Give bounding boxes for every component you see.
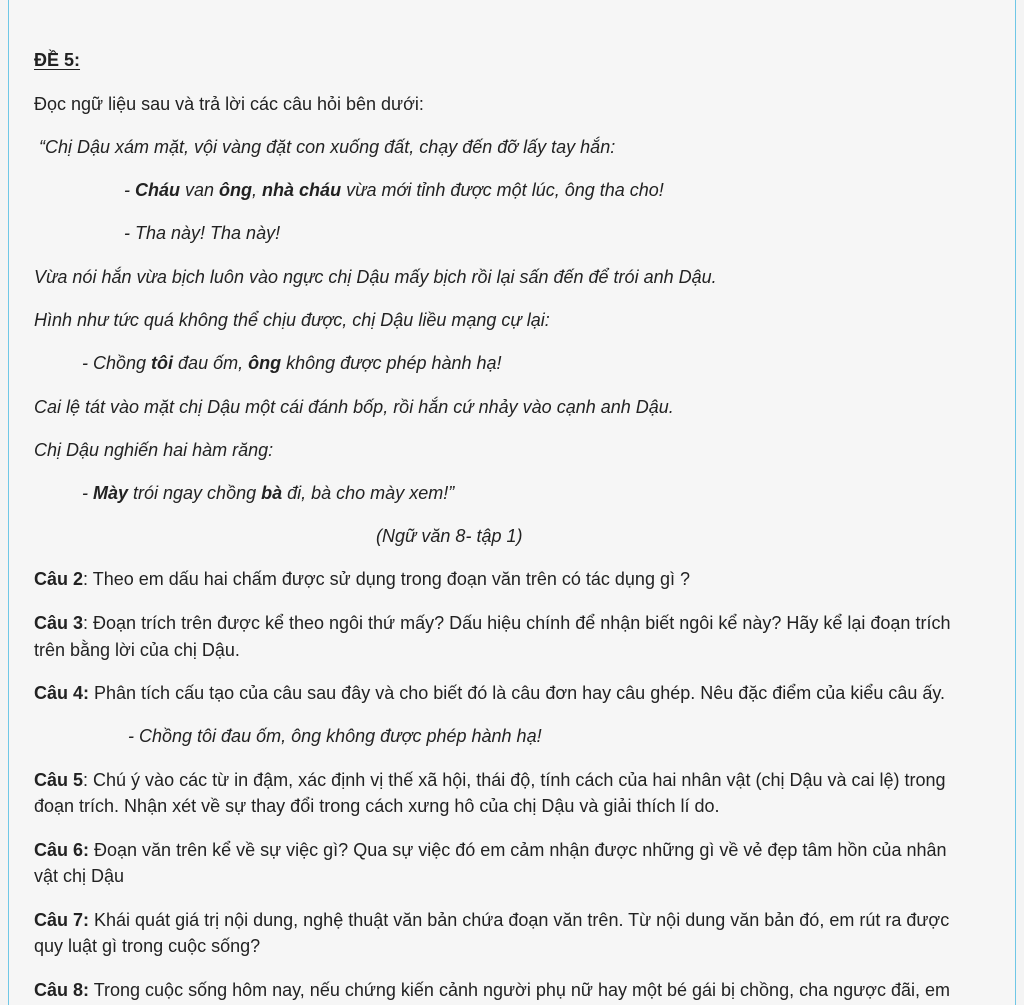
text-segment: van	[180, 180, 220, 200]
passage-line-4: Vừa nói hắn vừa bịch luôn vào ngực chị Dậu mấy bịch rồi lại sấn đến để trói anh Dậu.	[34, 267, 717, 287]
question-text: : Đoạn trích trên được kể theo ngôi thứ mấy? Dấu hiệu chính để nhận biết ngôi kể này? Hãy kể lại đoạn trích	[83, 613, 951, 633]
bold-word-ong: ông	[219, 180, 253, 200]
bold-word-chau: Cháu	[135, 180, 180, 200]
question-label: Câu 6:	[34, 840, 90, 860]
passage-line-5: Hình như tức quá không thể chịu được, chị Dậu liều mạng cự lại:	[34, 310, 550, 330]
question-3-line-1	[34, 610, 950, 636]
question-8-line-1	[34, 977, 950, 1003]
question-5-line-1	[34, 767, 946, 793]
question-label: Câu 4:	[34, 683, 90, 703]
text-segment: trói ngay chồng	[128, 483, 262, 503]
question-label: Câu 7:	[34, 910, 90, 930]
passage-source: (Ngữ văn 8- tập 1)	[376, 526, 523, 546]
passage-line-2	[124, 177, 664, 203]
passage-line-7: Cai lệ tát vào mặt chị Dậu một cái đánh bốp, rồi hắn cứ nhảy vào cạnh anh Dậu.	[34, 397, 674, 417]
dash: -	[124, 180, 135, 200]
dash: -	[82, 483, 93, 503]
text-segment: - Chồng	[82, 353, 152, 373]
passage-line-3: - Tha này! Tha này!	[124, 223, 281, 243]
question-text: : Theo em dấu hai chấm được sử dụng trong đoạn văn trên có tác dụng gì ?	[83, 569, 690, 589]
exam-heading: ĐỀ 5:	[34, 50, 81, 70]
bold-word-ong: ông	[248, 353, 282, 373]
question-6-line-1	[34, 837, 947, 863]
passage-line-1: “Chị Dậu xám mặt, vội vàng đặt con xuống đất, chạy đến đỡ lấy tay hắn:	[39, 137, 616, 157]
text-segment: không được phép hành hạ!	[281, 353, 502, 373]
question-label: Câu 2	[34, 569, 84, 589]
text-segment: đi, bà cho mày xem!”	[282, 483, 455, 503]
bold-word-may: Mày	[93, 483, 129, 503]
question-label: Câu 3	[34, 613, 84, 633]
passage-line-6	[82, 350, 502, 376]
question-4-quote: - Chồng tôi đau ốm, ông không được phép hành hạ!	[128, 726, 542, 746]
instruction-text: Đọc ngữ liệu sau và trả lời các câu hỏi bên dưới:	[34, 94, 424, 114]
text-segment: vừa mới tỉnh được một lúc, ông tha cho!	[341, 180, 664, 200]
question-label: Câu 5	[34, 770, 84, 790]
passage-line-9	[82, 480, 454, 506]
question-3-line-2: trên bằng lời của chị Dậu.	[34, 640, 240, 660]
text-segment: ,	[252, 180, 263, 200]
question-2	[34, 566, 690, 592]
bold-word-ba: bà	[261, 483, 283, 503]
question-text: Trong cuộc sống hôm nay, nếu chứng kiến cảnh người phụ nữ hay một bé gái bị chồng, cha ngược đãi, em	[89, 980, 951, 1000]
question-label: Câu 8:	[34, 980, 90, 1000]
text-segment: đau ốm,	[173, 353, 249, 373]
question-text: Khái quát giá trị nội dung, nghệ thuật văn bản chứa đoạn văn trên. Từ nội dung văn bản đó, em rút ra được	[89, 910, 950, 930]
bold-word-toi: tôi	[151, 353, 174, 373]
question-7-line-1	[34, 907, 949, 933]
question-text: : Chú ý vào các từ in đậm, xác định vị thế xã hội, thái độ, tính cách của hai nhân vật (chị Dậu và cai lệ) trong	[83, 770, 946, 790]
question-4	[34, 680, 945, 706]
bold-word-nha-chau: nhà cháu	[262, 180, 342, 200]
question-text: Phân tích cấu tạo của câu sau đây và cho biết đó là câu đơn hay câu ghép. Nêu đặc điểm của kiểu câu ấy.	[89, 683, 946, 703]
question-5-line-2: đoạn trích. Nhận xét về sự thay đổi trong cách xưng hô của chị Dậu và giải thích lí do.	[34, 796, 720, 816]
question-6-line-2: vật chị Dậu	[34, 866, 125, 886]
question-7-line-2: quy luật gì trong cuộc sống?	[34, 936, 261, 956]
question-text: Đoạn văn trên kể về sự việc gì? Qua sự việc đó em cảm nhận được những gì về vẻ đẹp tâm hồn của nhân	[89, 840, 947, 860]
passage-line-8: Chị Dậu nghiến hai hàm răng:	[34, 440, 274, 460]
